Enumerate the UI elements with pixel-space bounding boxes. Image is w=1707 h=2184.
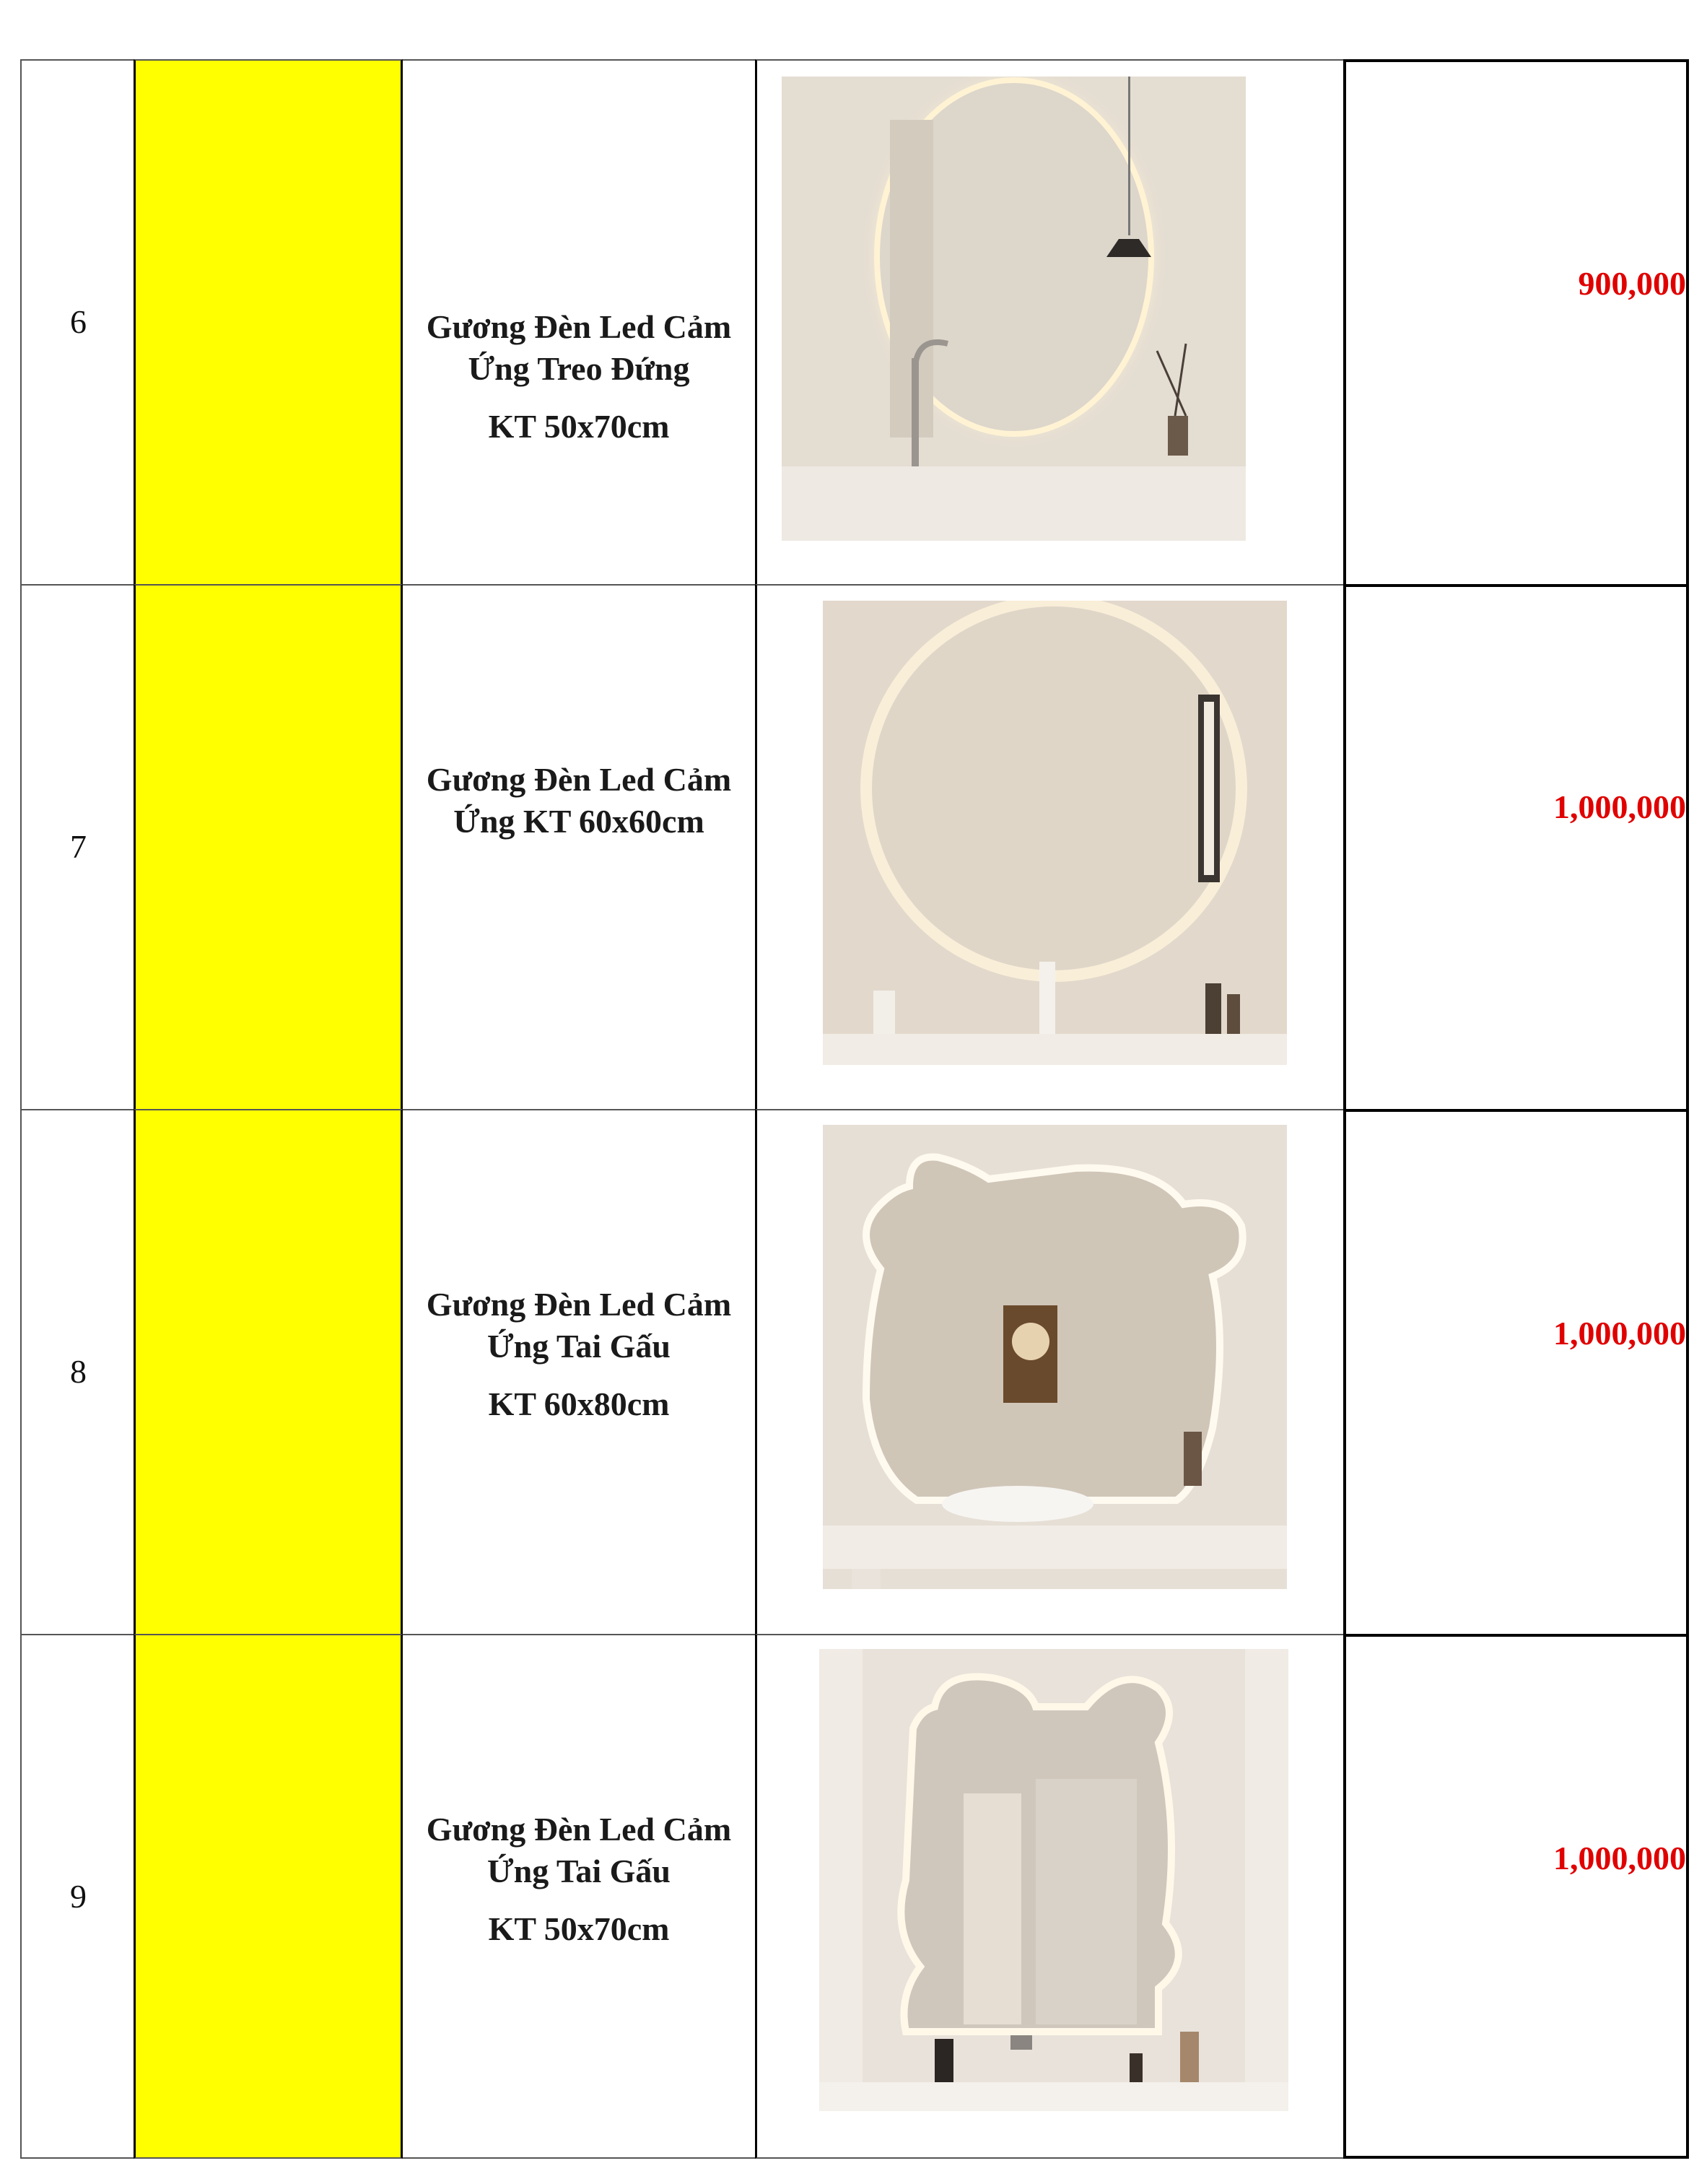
oval-led-mirror-photo: [782, 77, 1246, 541]
price-cell: [1343, 1634, 1689, 2159]
row-number: 7: [70, 828, 87, 865]
product-name: [403, 759, 755, 843]
price-cell: [1343, 1109, 1689, 1634]
product-size: KT 50x70cm: [488, 408, 670, 445]
product-name: [403, 1809, 755, 1950]
row-number-cell: [20, 59, 134, 584]
product-name-line: Ứng Tai Gấu: [487, 1328, 671, 1365]
product-name-line: Ứng Tai Gấu: [487, 1853, 671, 1889]
row-number-cell: [20, 1634, 134, 2159]
product-name-line: Gương Đèn Led Cảm: [426, 1811, 732, 1848]
product-code-cell: [134, 1109, 403, 1634]
row-number: 8: [70, 1353, 87, 1390]
product-name-cell: [403, 584, 755, 1109]
product-name-line: Gương Đèn Led Cảm: [426, 761, 732, 798]
price-value: 1,000,000: [1553, 1315, 1686, 1352]
product-name-line: Ứng Treo Đứng: [468, 350, 690, 387]
bear-ear-led-mirror-photo: [819, 1649, 1288, 2111]
product-name: [403, 306, 755, 448]
product-code-cell: [134, 1634, 403, 2159]
price-value: 1,000,000: [1553, 788, 1686, 825]
round-led-mirror-photo: [823, 601, 1287, 1065]
product-name-cell: [403, 59, 755, 584]
product-size: KT 60x80cm: [488, 1385, 670, 1422]
row-number-cell: [20, 584, 134, 1109]
product-code-cell: [134, 584, 403, 1109]
product-size: KT 50x70cm: [488, 1910, 670, 1947]
product-name-line: Gương Đèn Led Cảm: [426, 308, 732, 345]
row-number: 6: [70, 303, 87, 340]
product-name-cell: [403, 1109, 755, 1634]
product-name-line: Ứng KT 60x60cm: [453, 803, 704, 840]
row-number: 9: [70, 1878, 87, 1915]
row-number-cell: [20, 1109, 134, 1634]
product-name: [403, 1284, 755, 1425]
product-name-line: Gương Đèn Led Cảm: [426, 1286, 732, 1323]
price-value: 1,000,000: [1553, 1840, 1686, 1876]
bear-ear-led-mirror-photo: [823, 1125, 1287, 1589]
price-cell: [1343, 584, 1689, 1109]
product-name-cell: [403, 1634, 755, 2159]
price-cell: [1343, 59, 1689, 584]
product-code-cell: [134, 59, 403, 584]
price-value: 900,000: [1578, 265, 1686, 302]
